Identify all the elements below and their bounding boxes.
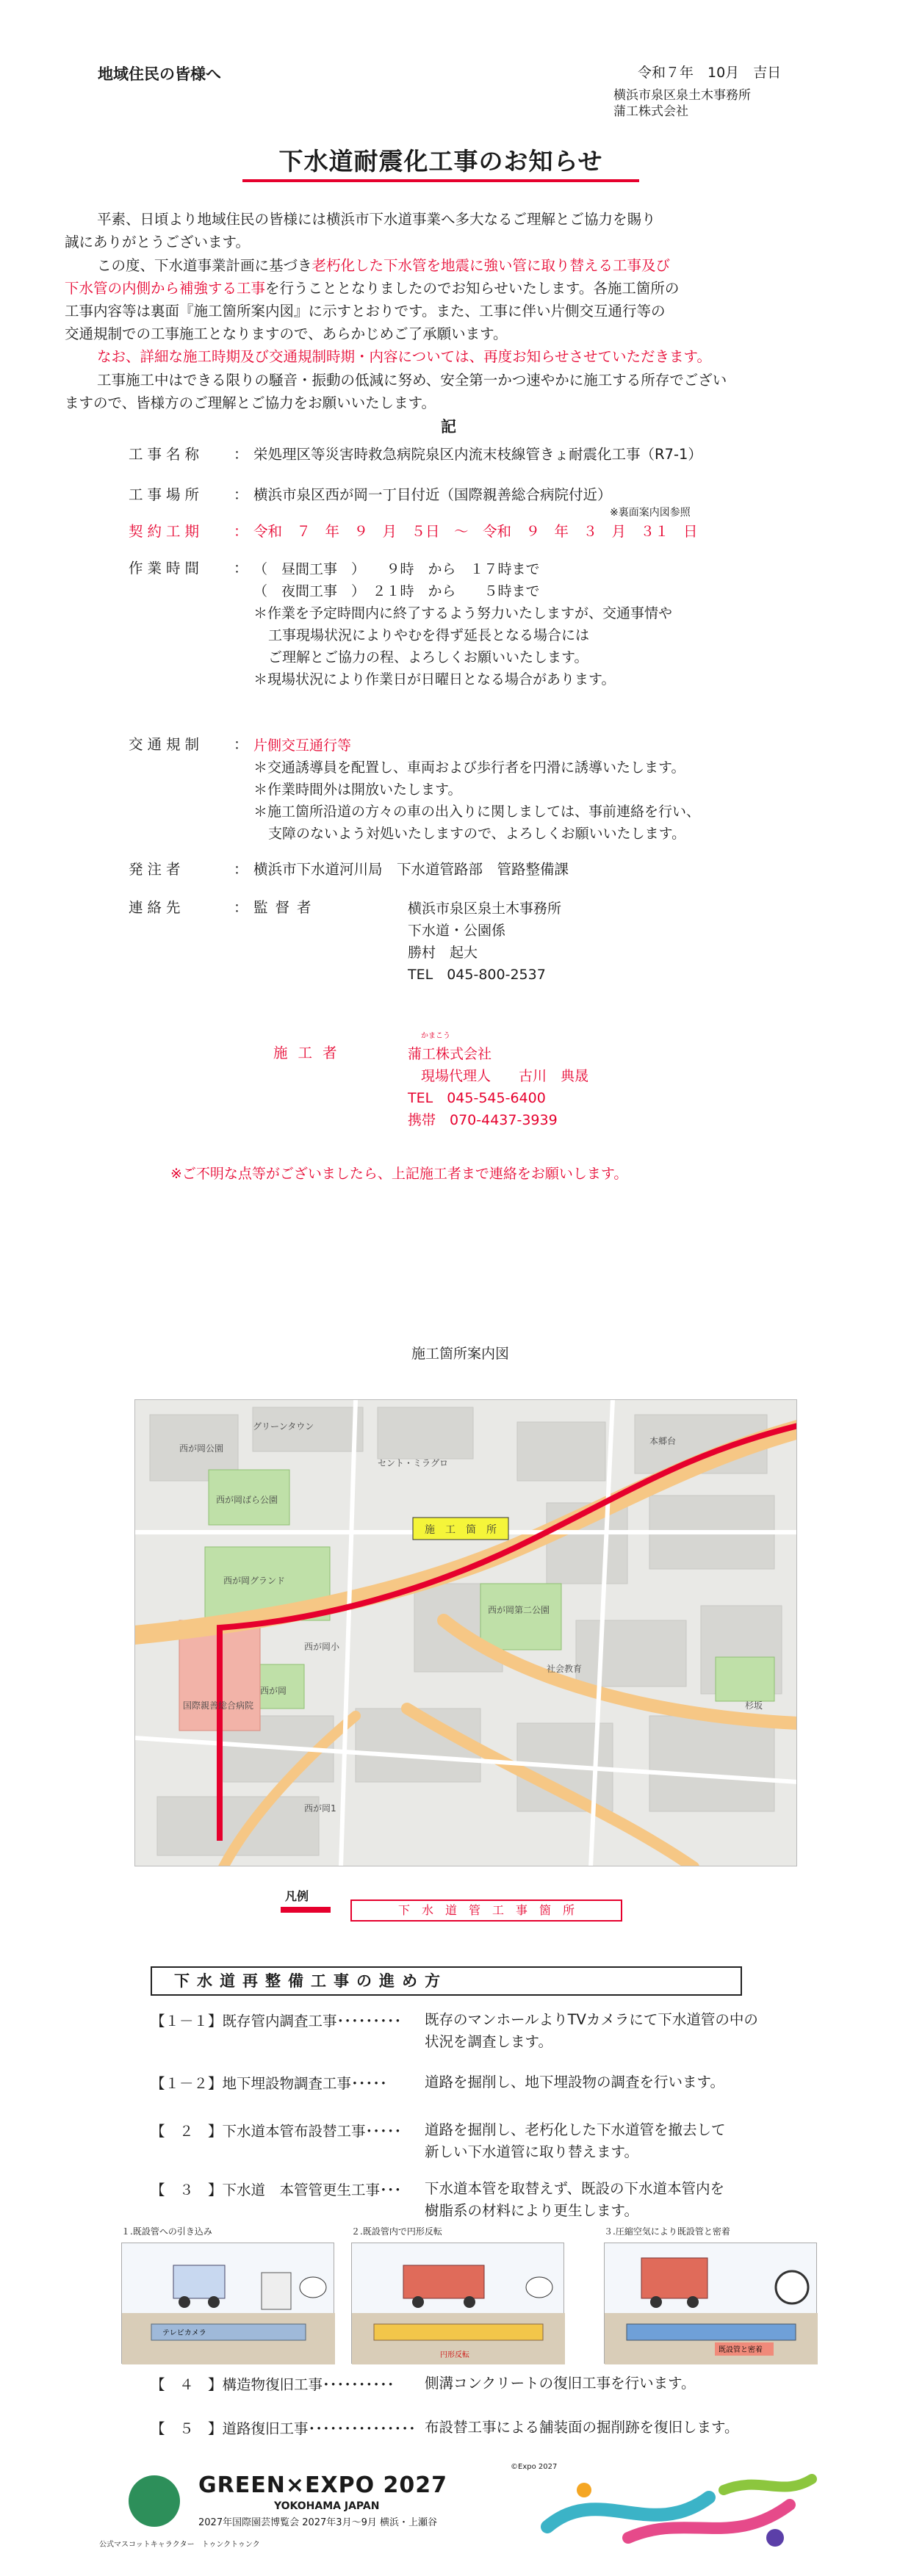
name-label: 工事名称 xyxy=(129,446,204,463)
map-label: グリーンタウン xyxy=(253,1421,314,1432)
step-desc: 側溝コンクリートの復旧工事を行います。 xyxy=(425,2375,696,2392)
orderer-value: 横浜市下水道河川局 下水道管路部 管路整備課 xyxy=(253,861,569,878)
diagram-2 xyxy=(351,2243,564,2364)
builder-label: 施工者 xyxy=(273,1045,348,1061)
diagram-graphic xyxy=(352,2243,565,2364)
colon: ： xyxy=(234,486,248,503)
mascot-icon xyxy=(129,2475,180,2527)
builder-tel: TEL 045-545-6400 xyxy=(408,1090,546,1106)
step-desc-line: 既存のマンホールよりTVカメラにて下水道管の中の xyxy=(425,2011,758,2028)
step-label: 【 ３ 】下水道 本管管更生工事･･･ xyxy=(151,2182,402,2198)
legend-swatch xyxy=(281,1907,331,1913)
closing-note: ※ご不明な点等がございましたら、上記施工者まで連絡をお願いします。 xyxy=(170,1166,628,1182)
title-underline xyxy=(242,179,639,182)
legend-text: 下 水 道 管 工 事 箇 所 xyxy=(350,1899,622,1922)
step-label: 【 ５ 】道路復旧工事･･･････････････ xyxy=(151,2420,416,2437)
issuer-company: 蒲工株式会社 xyxy=(613,104,688,119)
intro-text: この度、下水道事業計画に基づき xyxy=(97,257,312,274)
step-label: 【１－２】地下埋設物調査工事･････ xyxy=(151,2075,387,2092)
traffic-note: ＊施工箇所沿道の方々の車の出入りに関しましては、事前連絡を行い、 xyxy=(253,804,701,820)
traffic-value: 片側交互通行等 xyxy=(253,737,352,754)
map-label: 杉坂 xyxy=(745,1700,763,1711)
place-note: ※裏面案内図参照 xyxy=(610,507,691,519)
name-value: 栄処理区等災害時救急病院泉区内流末枝線管きょ耐震化工事（R7-1） xyxy=(253,446,702,463)
intro-notice: なお、詳細な施工時期及び交通規制時期・内容については、再度お知らせさせていただきます。 xyxy=(97,348,711,365)
expo-copyright: ©Expo 2027 xyxy=(511,2463,558,2471)
intro-text: 交通規制での工事施工となりますので、あらかじめご了承願います。 xyxy=(65,325,508,342)
legend-title: 凡例 xyxy=(285,1889,309,1903)
map-label: 本郷台 xyxy=(649,1436,677,1446)
hours-note: ＊作業を予定時間内に終了するよう努力いたしますが、交通事情や xyxy=(253,605,673,621)
map-label: 西が岡1 xyxy=(304,1803,336,1814)
colon: ： xyxy=(234,861,248,878)
step-desc xyxy=(425,2119,726,2163)
intro-text: 平素、日頃より地域住民の皆様には横浜市下水道事業へ多大なるご理解とご協力を賜り xyxy=(97,211,656,228)
builder-agent: 現場代理人 古川 典晟 xyxy=(421,1068,589,1084)
supervisor-tel: TEL 045-800-2537 xyxy=(408,967,546,983)
traffic-note: ＊交通誘導員を配置し、車両および歩行者を円滑に誘導いたします。 xyxy=(253,760,685,776)
page-title: 下水道耐震化工事のお知らせ xyxy=(278,147,603,176)
diagram-label: テレビカメラ xyxy=(162,2329,206,2337)
supervisor-dept: 下水道・公園係 xyxy=(408,923,506,939)
issuer-office: 横浜市泉区泉土木事務所 xyxy=(613,88,751,103)
hours-note: ＊現場状況により作業日が日曜日となる場合があります。 xyxy=(253,671,616,688)
contact-label: 連絡先 xyxy=(129,899,185,916)
builder-mobile: 携帯 070-4437-3939 xyxy=(408,1112,558,1128)
supervisor-name: 勝村 起大 xyxy=(408,945,478,961)
mascot-credit: 公式マスコットキャラクター トゥンクトゥンク xyxy=(99,2541,260,2549)
diagram-caption: ２.既設管内で円形反転 xyxy=(351,2226,442,2237)
map-label: 西が岡第二公園 xyxy=(488,1605,550,1615)
step-label: 【 ２ 】下水道本管布設替工事･････ xyxy=(151,2123,402,2140)
intro-text: を行うこととなりましたのでお知らせいたします。各施工箇所の xyxy=(265,280,680,297)
step-desc-line: 樹脂系の材料により更生します。 xyxy=(425,2202,638,2219)
map-label: 西が岡小 xyxy=(304,1642,340,1652)
ki-heading: 記 xyxy=(441,418,456,436)
map-title: 施工箇所案内図 xyxy=(411,1346,510,1362)
hours-note: 工事現場状況によりやむを得ず延長となる場合には xyxy=(268,627,590,643)
builder-block xyxy=(408,1043,588,1131)
diagram-label: 既設管と密着 xyxy=(719,2346,763,2354)
colon: ： xyxy=(234,446,248,463)
addressee: 地域住民の皆様へ xyxy=(98,65,221,83)
supervisor-block xyxy=(408,898,561,986)
builder-ruby: かまこう xyxy=(421,1032,450,1040)
step-desc: 道路を掘削し、地下埋設物の調査を行います。 xyxy=(425,2074,724,2090)
step-desc-line: 下水道本管を取替えず、既設の下水道本管内を xyxy=(425,2180,724,2197)
step-desc-line: 状況を調査します。 xyxy=(425,2033,552,2050)
colon: ： xyxy=(234,899,248,916)
step-desc xyxy=(425,2009,758,2053)
steps-title: 下水道再整備工事の進め方 xyxy=(151,1966,742,1996)
place-value: 横浜市泉区西が岡一丁目付近（国際親善総合病院付近） xyxy=(253,486,612,503)
colon: ： xyxy=(234,523,248,540)
intro-paragraph-4 xyxy=(65,369,823,414)
expo-banner xyxy=(84,2461,827,2556)
hours-block xyxy=(253,558,672,690)
intro-highlight: 下水管の内側から補強する工事 xyxy=(65,280,266,297)
traffic-block xyxy=(253,735,700,845)
period-label: 契約工期 xyxy=(129,523,204,540)
hours-label: 作業時間 xyxy=(129,560,204,577)
hours-night: （ 夜間工事 ） ２１時 から ５時まで xyxy=(253,583,540,599)
hours-note: ご理解とご協力の程、よろしくお願いいたします。 xyxy=(268,649,588,665)
diagram-graphic xyxy=(122,2243,335,2364)
diagram-1 xyxy=(121,2243,334,2364)
orderer-label: 発注者 xyxy=(129,861,185,878)
intro-highlight: 老朽化した下水管を地震に強い管に取り替える工事及び xyxy=(312,257,671,274)
site-label: 施 工 箇 所 xyxy=(425,1524,497,1536)
diagram-3 xyxy=(604,2243,817,2364)
diagram-caption: １.既設管への引き込み xyxy=(121,2226,212,2237)
map-label: セント・ミラグロ xyxy=(378,1458,449,1468)
place-label: 工事場所 xyxy=(129,486,204,503)
traffic-label: 交通規制 xyxy=(129,736,204,753)
step-desc xyxy=(425,2178,724,2222)
diagram-graphic xyxy=(605,2243,818,2364)
colon: ： xyxy=(234,736,248,753)
expo-decoration xyxy=(540,2468,819,2552)
map-label: 西が岡 xyxy=(260,1686,287,1696)
issue-date: 令和７年 10月 吉日 xyxy=(638,65,782,81)
intro-text: 工事内容等は裏面『施工箇所案内図』に示すとおりです。また、工事に伴い片側交互通行等の xyxy=(65,303,666,320)
diagram-caption: ３.圧縮空気により既設管と密着 xyxy=(604,2226,730,2237)
map-label: 国際親善総合病院 xyxy=(183,1700,254,1711)
step-label: 【１－１】既存管内調査工事･････････ xyxy=(151,2013,402,2030)
colon: ： xyxy=(234,560,248,577)
intro-paragraph-2 xyxy=(65,254,823,345)
site-map xyxy=(134,1399,797,1866)
intro-text: ますので、皆様方のご理解とご協力をお願いいたします。 xyxy=(65,394,436,411)
intro-paragraph-1 xyxy=(65,208,823,253)
map-graphic xyxy=(135,1400,797,1866)
step-desc-line: 道路を掘削し、老朽化した下水道管を撤去して xyxy=(425,2121,726,2138)
map-label: 西が岡公園 xyxy=(179,1443,224,1454)
step-desc: 布設替工事による舗装面の掘削跡を復旧します。 xyxy=(425,2419,739,2436)
map-label: 西が岡グランド xyxy=(223,1576,286,1586)
hours-day: （ 昼間工事 ） ９時 から １７時まで xyxy=(253,561,540,577)
supervisor-org: 横浜市泉区泉土木事務所 xyxy=(408,901,562,917)
traffic-note: ＊作業時間外は開放いたします。 xyxy=(253,782,462,798)
map-label: 西が岡ばら公園 xyxy=(216,1495,278,1505)
step-label: 【 ４ 】構造物復旧工事･･････････ xyxy=(151,2376,395,2393)
diagram-label: 円形反転 xyxy=(440,2351,469,2359)
builder-company: 蒲工株式会社 xyxy=(408,1046,492,1062)
intro-text: 工事施工中はできる限りの騒音・振動の低減に努め、安全第一かつ速やかに施工する所存でござい xyxy=(97,372,727,389)
expo-title: GREEN×EXPO 2027 xyxy=(198,2472,448,2498)
period-value: 令和 ７ 年 ９ 月 ５日 ～ 令和 ９ 年 ３ 月 ３１ 日 xyxy=(253,523,698,540)
expo-info: 2027年国際園芸博覧会 2027年3月～9月 横浜・上瀬谷 xyxy=(198,2517,437,2528)
expo-subtitle: YOKOHAMA JAPAN xyxy=(274,2500,380,2512)
step-desc-line: 新しい下水道管に取り替えます。 xyxy=(425,2143,638,2160)
map-label: 社会教育 xyxy=(547,1664,583,1674)
traffic-note: 支障のないよう対処いたしますので、よろしくお願いいたします。 xyxy=(268,826,686,842)
intro-text: 誠にありがとうございます。 xyxy=(65,234,250,250)
supervisor-label: 監督者 xyxy=(253,899,319,916)
